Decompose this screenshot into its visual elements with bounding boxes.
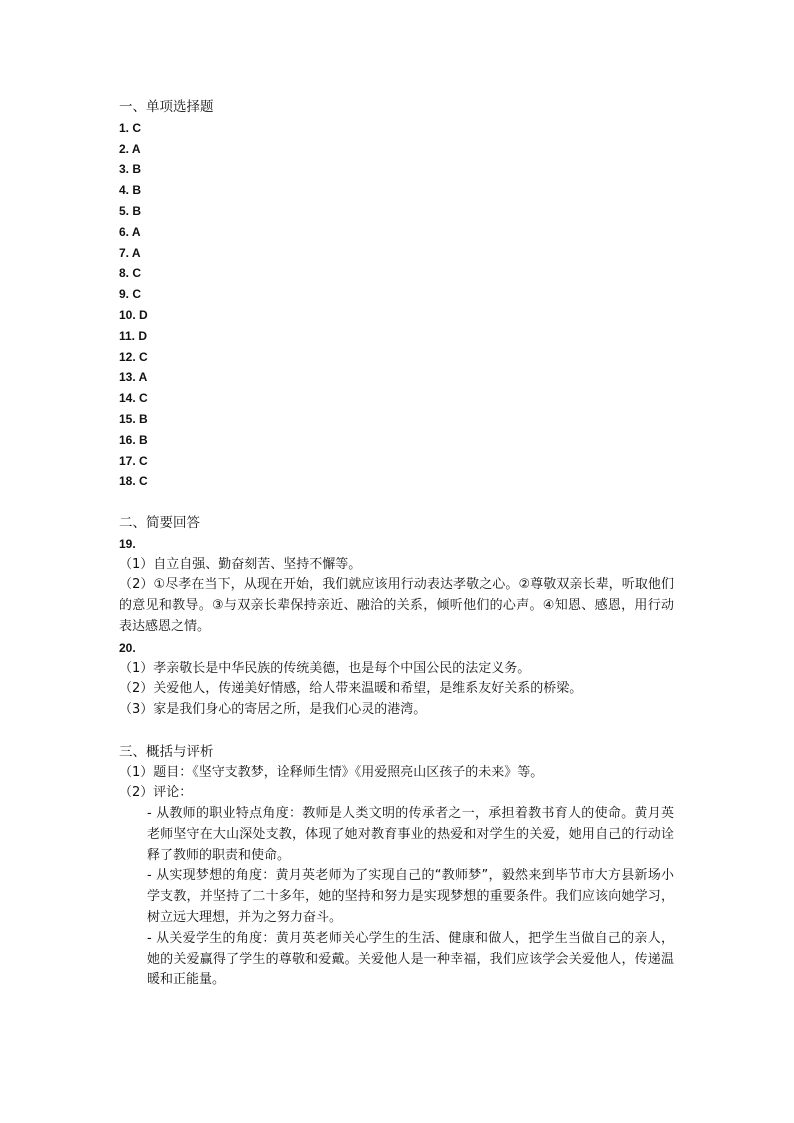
q20-answer-3: （3）家是我们身心的寄居之所，是我们心灵的港湾。 — [119, 702, 427, 718]
answer-item: 10. D — [119, 307, 148, 322]
answer-item: 12. C — [119, 349, 148, 364]
title-suggestion: （1）题目：《坚守支教梦，诠释师生情》《用爱照亮山区孩子的未来》等。 — [119, 764, 544, 780]
section3-title: 三、概括与评析 — [119, 743, 214, 760]
question-20-number: 20. — [119, 640, 136, 655]
answer-item: 18. C — [119, 474, 148, 489]
q19-answer-1: （1）自立自强、勤奋刻苦、坚持不懈等。 — [119, 556, 362, 572]
answer-item: 5. B — [119, 203, 142, 218]
answer-item: 4. B — [119, 183, 142, 198]
comment-point-dream: - 从实现梦想的角度：黄月英老师为了实现自己的“教师梦”，毅然来到毕节市大方县新场小学支教，并坚持了二十多年，她的坚持和努力是实现梦想的重要条件。我们应该向她学习，树立远大理想，并为之努力奋斗。 — [147, 868, 674, 926]
comment-point-career: - 从教师的职业特点角度：教师是人类文明的传承者之一，承担着教书育人的使命。黄月英老师坚守在大山深处支教，体现了她对教育事业的热爱和对学生的关爱，她用自己的行动诠释了教师的职责和使命。 — [147, 806, 674, 863]
answer-item: 7. A — [119, 245, 141, 260]
answer-item: 1. C — [119, 120, 142, 135]
question-19-number: 19. — [119, 536, 136, 551]
answer-item: 13. A — [119, 370, 148, 385]
section2-title: 二、简要回答 — [119, 514, 200, 531]
comment-label: （2）评论： — [119, 785, 193, 801]
choice-answers-list — [119, 118, 674, 492]
q20-answer-2: （2）关爱他人，传递美好情感，给人带来温暖和希望，是维系友好关系的桥梁。 — [119, 681, 583, 697]
answer-item: 9. C — [119, 287, 142, 302]
q19-answer-2: （2）①尽孝在当下，从现在开始，我们就应该用行动表达孝敬之心。②尊敬双亲长辈，听取他们的意见和教导。③与双亲长辈保持亲近、融洽的关系，倾听他们的心声。④知恩、感恩，用行动表达感恩之情。 — [119, 577, 674, 634]
answer-item: 6. A — [119, 224, 141, 239]
answer-item: 14. C — [119, 391, 148, 406]
answer-document — [119, 97, 674, 991]
answer-item: 16. B — [119, 432, 148, 447]
q20-answer-1: （1）孝亲敬长是中华民族的传统美德，也是每个中国公民的法定义务。 — [119, 660, 531, 676]
section1-title: 一、单项选择题 — [119, 99, 214, 115]
answer-item: 8. C — [119, 266, 142, 281]
section-spacer — [119, 492, 674, 513]
answer-item: 3. B — [119, 162, 142, 177]
answer-item: 17. C — [119, 453, 148, 468]
answer-item: 2. A — [119, 141, 141, 156]
comment-point-care: - 从关爱学生的角度：黄月英老师关心学生的生活、健康和做人，把学生当做自己的亲人，她的关爱赢得了学生的尊敬和爱戴。关爱他人是一种幸福，我们应该学会关爱他人，传递温暖和正能量。 — [147, 930, 674, 988]
section-spacer — [119, 721, 674, 742]
answer-item: 15. B — [119, 411, 148, 426]
answer-item: 11. D — [119, 328, 148, 343]
